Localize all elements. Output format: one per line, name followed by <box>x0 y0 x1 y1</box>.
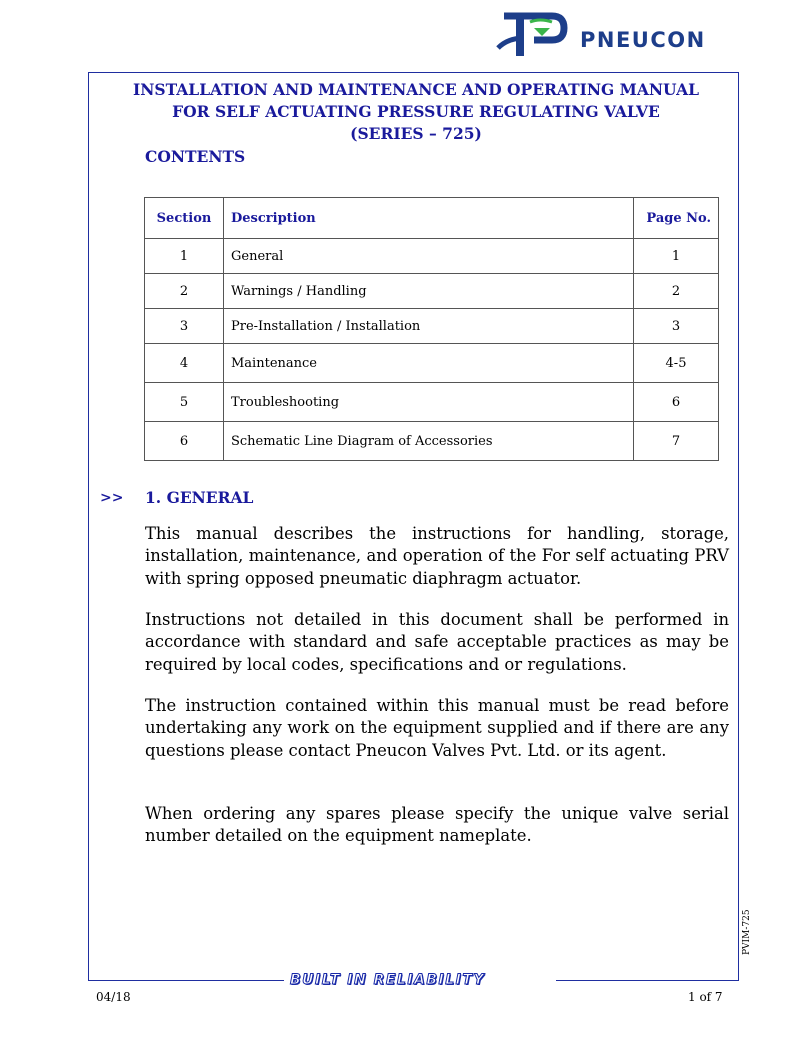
footer-page-number: 1 of 7 <box>688 990 723 1004</box>
pneucon-logo <box>494 8 744 60</box>
table-row <box>145 309 719 344</box>
frame-bottom-rule-right <box>556 980 738 981</box>
section-description: Schematic Line Diagram of Accessories <box>224 422 634 461</box>
section-description: Troubleshooting <box>224 383 634 422</box>
document-code: PVIM-725 <box>742 909 752 955</box>
general-paragraph-1: This manual describes the instructions for handling, storage, installation, maintenance, and operation of the For self actuating PRV with spring opposed pneumatic diaphragm actuator. <box>145 524 729 588</box>
contents-title: CONTENTS <box>145 147 246 166</box>
table-row <box>145 422 719 461</box>
section-number: 5 <box>145 383 224 422</box>
section-number: 2 <box>145 274 224 309</box>
section-page: 2 <box>634 274 719 309</box>
general-paragraph-3: The instruction contained within this manual must be read before undertaking any work on the equipment supplied and if there are any questions please contact Pneucon Valves Pvt. Ltd. or its agent. <box>145 696 729 760</box>
section-page: 7 <box>634 422 719 461</box>
footer-date: 04/18 <box>96 990 131 1004</box>
table-row <box>145 274 719 309</box>
section-number: 4 <box>145 344 224 383</box>
section-page: 6 <box>634 383 719 422</box>
contents-header-row <box>145 198 719 239</box>
section-number: 1 <box>145 239 224 274</box>
table-row <box>145 383 719 422</box>
table-row <box>145 344 719 383</box>
section-page: 1 <box>634 239 719 274</box>
section-marker: >> <box>100 490 124 506</box>
section-page: 4-5 <box>634 344 719 383</box>
brand-name: PNEUCON <box>580 28 706 52</box>
column-header-section: Section <box>145 198 224 239</box>
manual-title-line-1: INSTALLATION AND MAINTENANCE AND OPERATING MANUAL <box>132 80 699 99</box>
section-description: Maintenance <box>224 344 634 383</box>
section-number: 6 <box>145 422 224 461</box>
general-paragraph-2: Instructions not detailed in this document shall be performed in accordance with standard and safe acceptable practices as may be required by local codes, specifications and or regulations. <box>145 610 729 674</box>
section-description: Warnings / Handling <box>224 274 634 309</box>
manual-title-line-2: FOR SELF ACTUATING PRESSURE REGULATING VALVE <box>172 102 660 121</box>
section-description: General <box>224 239 634 274</box>
section-page: 3 <box>634 309 719 344</box>
frame-bottom-rule-left <box>88 980 284 981</box>
section-description: Pre-Installation / Installation <box>224 309 634 344</box>
section-number: 3 <box>145 309 224 344</box>
column-header-page: Page No. <box>634 198 719 239</box>
section-title-general: 1. GENERAL <box>145 488 254 507</box>
contents-table <box>144 197 719 461</box>
general-paragraph-4: When ordering any spares please specify the unique valve serial number detailed on the equipment nameplate. <box>145 804 729 846</box>
pneucon-logo-icon <box>494 8 574 60</box>
table-row <box>145 239 719 274</box>
manual-title-line-3: (SERIES – 725) <box>350 124 482 143</box>
footer-slogan: BUILT IN RELIABILITY <box>290 972 486 988</box>
column-header-description: Description <box>224 198 634 239</box>
